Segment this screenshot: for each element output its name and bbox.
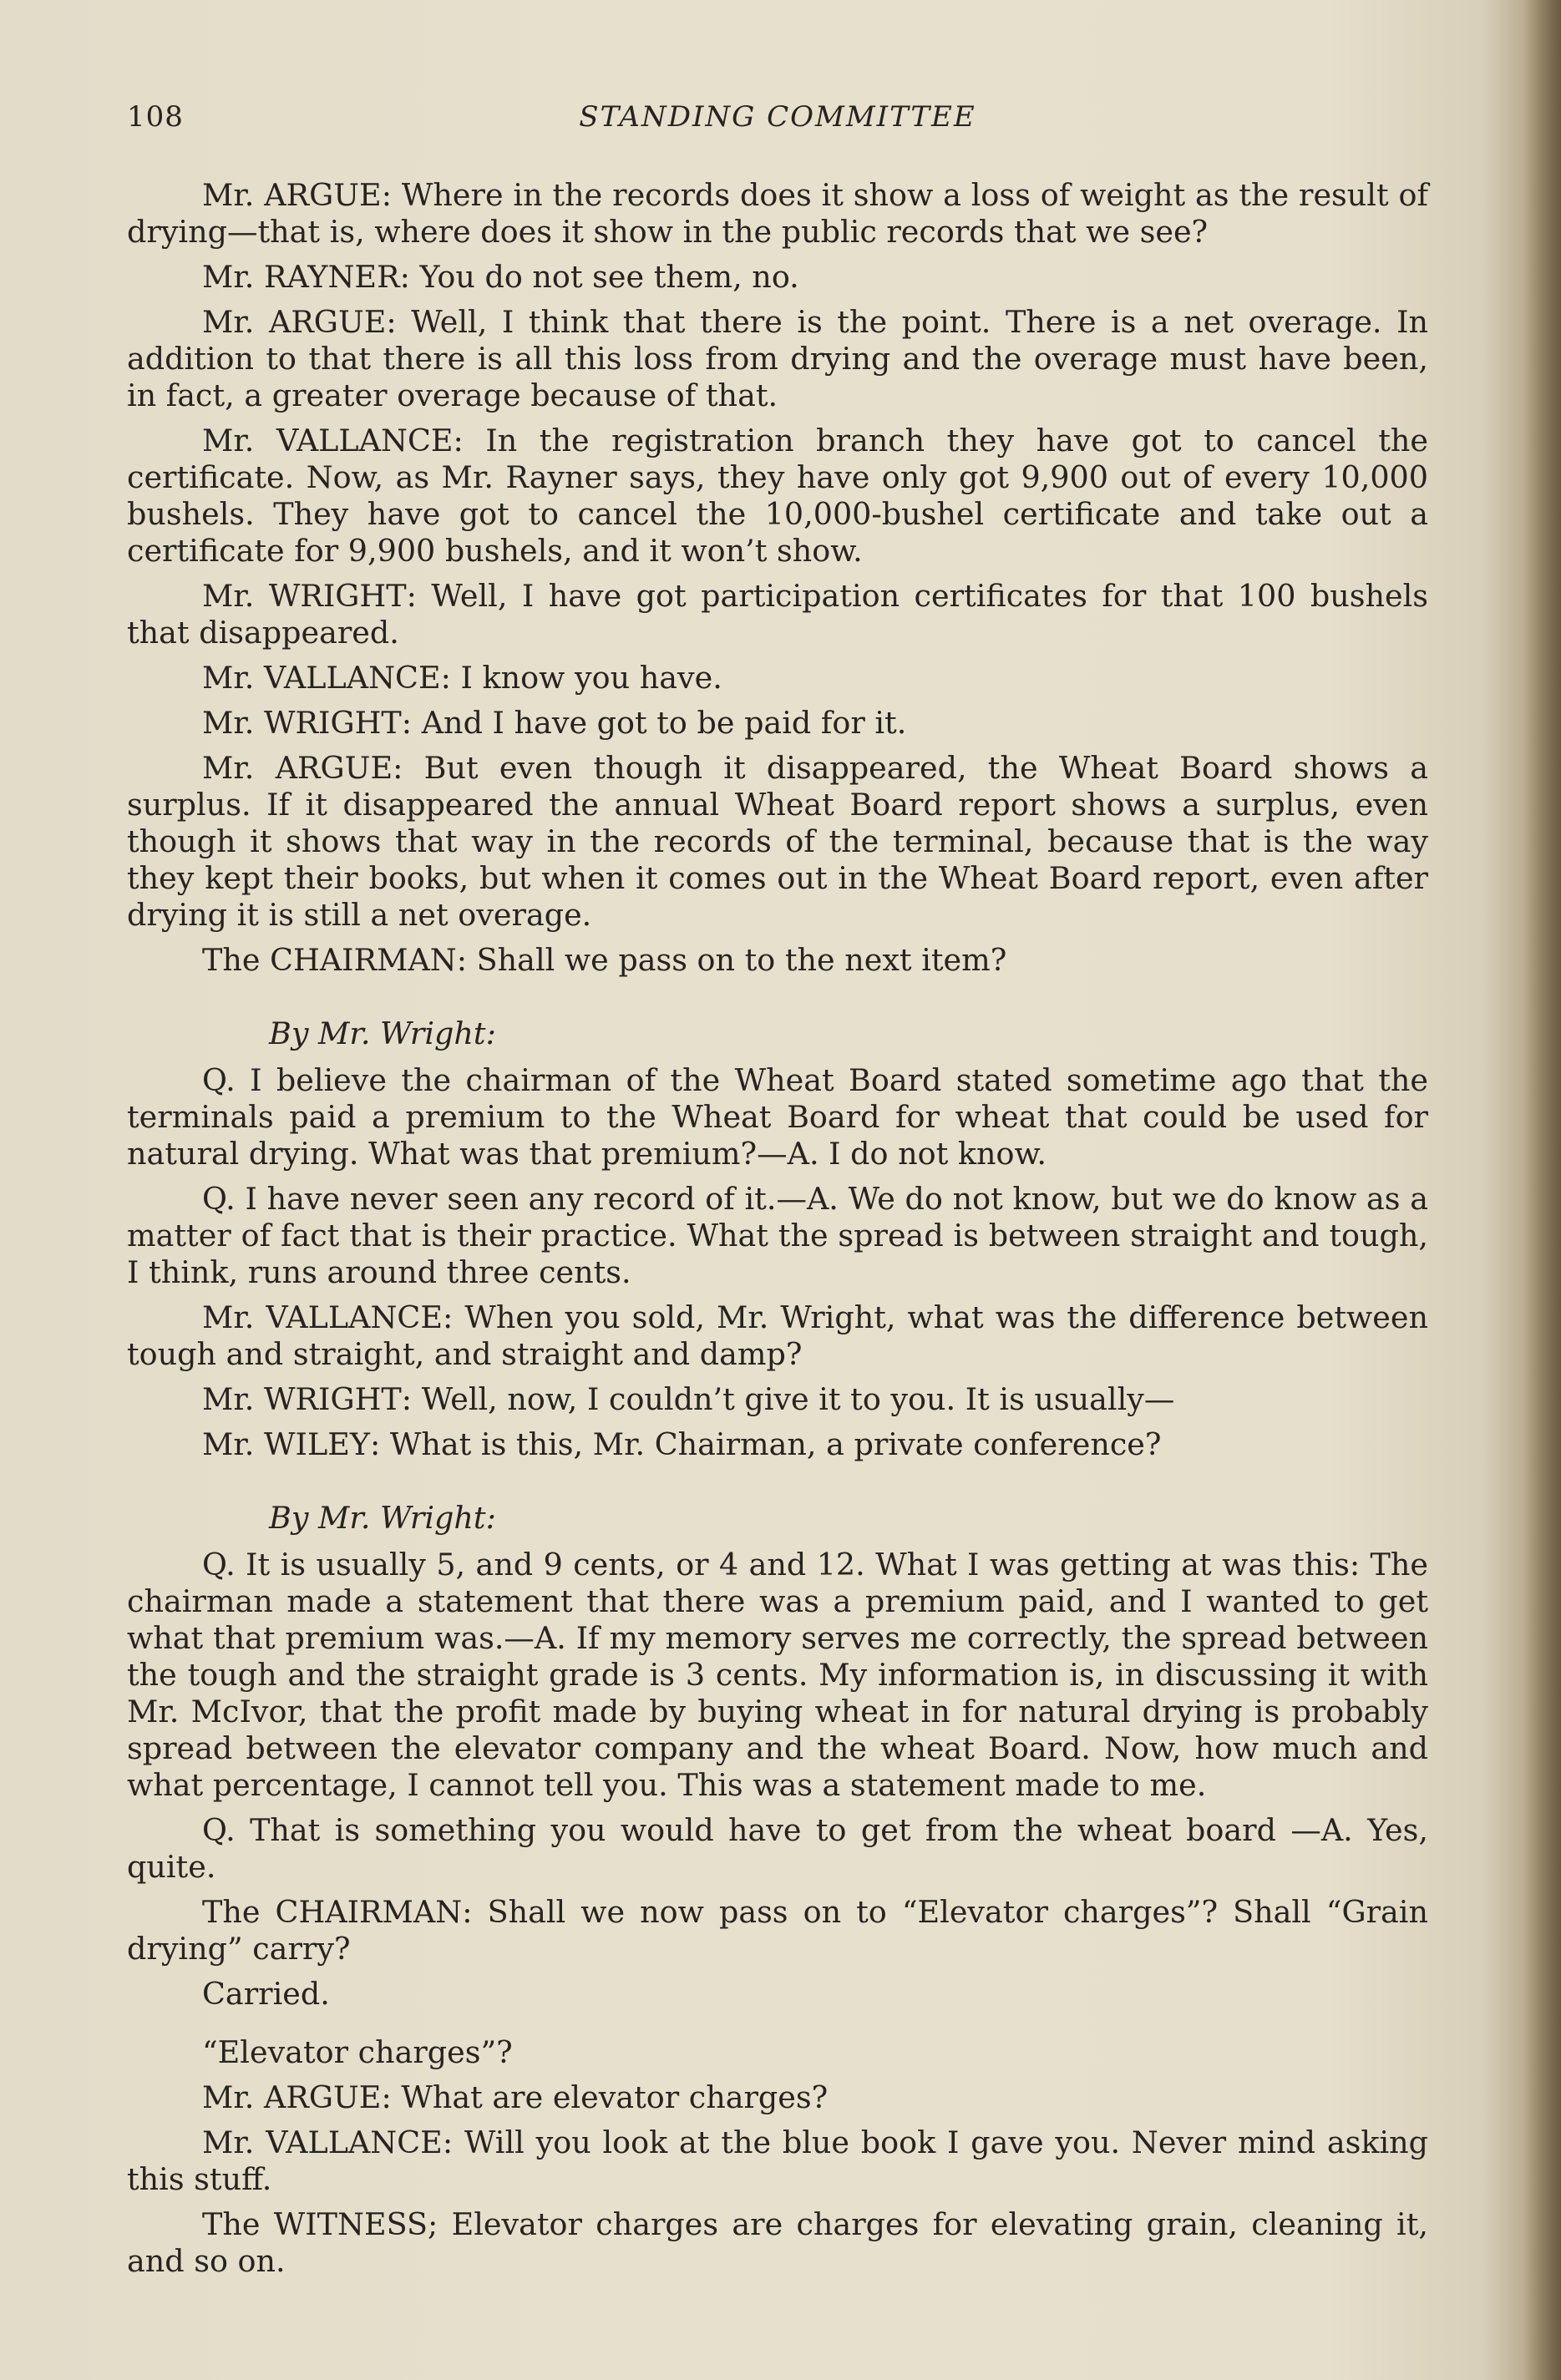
speech-text: Shall we now pass on to “Elevator charges”? Shall “Grain drying” carry? [127, 1894, 1428, 1967]
speech-paragraph: Mr. VALLANCE: Will you look at the blue book I gave you. Never mind asking this stuff. [127, 2124, 1428, 2197]
question-answer-paragraph: Q. I have never seen any record of it.—A. We do not know, but we do know as a matter of fact that is their practice. What the spread is between straight and tough, I think, runs around three cents. [127, 1181, 1428, 1290]
speaker-name: RAYNER [264, 259, 400, 295]
speech-paragraph: Mr. VALLANCE: I know you have. [202, 660, 722, 696]
speech-paragraph: Mr. ARGUE: What are elevator charges? [202, 2079, 829, 2115]
speaker-name: ARGUE [264, 177, 382, 213]
speech-paragraph: Mr. WRIGHT: Well, now, I couldn’t give it to you. It is usually— [202, 1381, 1175, 1417]
speaker-name: ARGUE [275, 750, 393, 786]
speech-text: You do not see them, no. [409, 259, 799, 295]
speech-paragraph: Mr. RAYNER: You do not see them, no. [202, 259, 799, 295]
agenda-item: “Elevator charges”? [202, 2034, 513, 2070]
speaker-name: WRIGHT [264, 1381, 402, 1417]
speaker-name: WITNESS [273, 2206, 428, 2242]
speech-text: Well, I think that there is the point. There is a net overage. In addition to that there is all this loss from drying and the overage must have been, in fact, a greater overage because of that. [127, 304, 1428, 413]
speech-text: Well, I have got participation certificates for that 100 bushels that disappeared. [127, 578, 1428, 651]
speech-paragraph: Mr. ARGUE: But even though it disappeared, the Wheat Board shows a surplus. If it disappeared the annual Wheat Board report shows a surplus, even though it shows that way in the records of the terminal, because that is the way they kept their books, but when it comes out in the Wheat Board report, even after drying it is still a net overage. [127, 750, 1428, 933]
examiner-heading: By Mr. Wright: [269, 1500, 496, 1536]
speech-text: In the registration branch they have got to cancel the certificate. Now, as Mr. Rayner says, they have only got 9,900 out of every 10,000 bushels. They have got to cancel the 10,000-bushel certificate and take out a certificate for 9,900 bushels, and it won’t show. [127, 423, 1428, 569]
speech-paragraph: Mr. VALLANCE: When you sold, Mr. Wright, what was the difference between tough and straight, and straight and damp? [127, 1299, 1428, 1372]
running-head [127, 100, 1428, 150]
page-number: 108 [127, 100, 184, 134]
speech-paragraph: Mr. WRIGHT: Well, I have got participation certificates for that 100 bushels that disappeared. [127, 578, 1428, 651]
speech-text: Where in the records does it show a loss of weight as the result of drying—that is, where does it show in the public records that we see? [127, 177, 1428, 250]
speech-text: And I have got to be paid for it. [412, 705, 907, 741]
speech-paragraph: Mr. VALLANCE: In the registration branch they have got to cancel the certificate. Now, as Mr. Rayner says, they have only got 9,900 out of every 10,000 bushels. They have got to cancel the 10,000-bushel certificate and take out a certificate for 9,900 bushels, and it won’t show. [127, 423, 1428, 569]
speaker-name: CHAIRMAN [275, 1894, 463, 1930]
speech-text: What is this, Mr. Chairman, a private conference? [380, 1426, 1162, 1462]
speech-paragraph: The CHAIRMAN: Shall we pass on to the next item? [202, 942, 1007, 978]
speaker-name: VALLANCE [276, 423, 454, 458]
speech-text: Well, now, I couldn’t give it to you. It is usually— [412, 1381, 1175, 1417]
speech-text: What are elevator charges? [391, 2079, 829, 2115]
speaker-name: VALLANCE [266, 1299, 443, 1335]
speech-paragraph: Mr. WILEY: What is this, Mr. Chairman, a private conference? [202, 1426, 1162, 1462]
speech-text: But even though it disappeared, the Wheat Board shows a surplus. If it disappeared the annual Wheat Board report shows a surplus, even though it shows that way in the records of the terminal, because that is the way they kept their books, but when it comes out in the Wheat Board report, even after drying it is still a net overage. [127, 750, 1428, 933]
speaker-name: WILEY [264, 1426, 370, 1462]
speaker-name: VALLANCE [266, 2124, 443, 2160]
speaker-name: WRIGHT [268, 578, 407, 614]
speech-text: When you sold, Mr. Wright, what was the difference between tough and straight, and straight and damp? [127, 1299, 1428, 1372]
examiner-heading: By Mr. Wright: [269, 1015, 496, 1051]
speech-text: I know you have. [450, 660, 722, 696]
page-header-title: STANDING COMMITTEE [579, 100, 976, 134]
speech-text: Shall we pass on to the next item? [467, 942, 1007, 978]
speech-text: Elevator charges are charges for elevating grain, cleaning it, and so on. [127, 2206, 1428, 2279]
question-answer-paragraph: Q. I believe the chairman of the Wheat Board stated sometime ago that the terminals paid a premium to the Wheat Board for wheat that could be used for natural drying. What was that premium?—A. I do not know. [127, 1062, 1428, 1172]
speech-paragraph: The WITNESS; Elevator charges are charges for elevating grain, cleaning it, and so on. [127, 2206, 1428, 2279]
speech-paragraph: Mr. WRIGHT: And I have got to be paid for it. [202, 705, 907, 741]
speaker-name: VALLANCE [264, 660, 441, 696]
page-body [127, 177, 1428, 2288]
speech-paragraph: The CHAIRMAN: Shall we now pass on to “Elevator charges”? Shall “Grain drying” carry? [127, 1894, 1428, 1967]
speech-text: Will you look at the blue book I gave you. Never mind asking this stuff. [127, 2124, 1428, 2197]
speaker-name: ARGUE [268, 304, 387, 340]
speech-paragraph: Mr. ARGUE: Where in the records does it show a loss of weight as the result of drying—that is, where does it show in the public records that we see? [127, 177, 1428, 250]
speaker-name: CHAIRMAN [270, 942, 457, 978]
page-edge-shadow [1523, 0, 1561, 2380]
speech-paragraph: Mr. ARGUE: Well, I think that there is the point. There is a net overage. In addition to that there is all this loss from drying and the overage must have been, in fact, a greater overage because of that. [127, 304, 1428, 413]
speaker-name: WRIGHT [264, 705, 402, 741]
question-answer-paragraph: Q. It is usually 5, and 9 cents, or 4 and 12. What I was getting at was this: The chairman made a statement that there was a premium paid, and I wanted to get what that premium was.—A. If my memory serves me correctly, the spread between the tough and the straight grade is 3 cents. My information is, in discussing it with Mr. McIvor, that the profit made by buying wheat in for natural drying is probably spread between the elevator company and the wheat Board. Now, how much and what percentage, I cannot tell you. This was a statement made to me. [127, 1547, 1428, 1803]
motion-result: Carried. [202, 1976, 330, 2012]
speaker-name: ARGUE [264, 2079, 382, 2115]
question-answer-paragraph: Q. That is something you would have to get from the wheat board —A. Yes, quite. [127, 1812, 1428, 1885]
